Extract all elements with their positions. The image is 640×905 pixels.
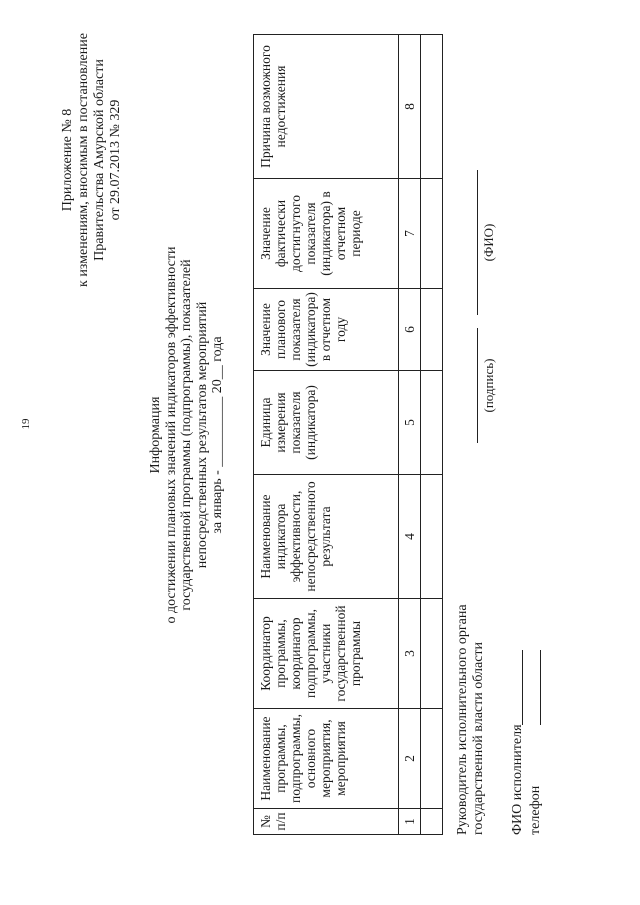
signature-caption: (подпись) [481,358,496,413]
column-number: 5 [398,371,421,475]
executor-name-line [522,650,523,725]
head-title-line: государственной власти области [471,641,486,835]
indicators-table [253,34,443,835]
executor-phone-line [540,650,541,725]
appendix-header [60,15,124,305]
header-cell-actual-value: Значение фактически достигнутого показателя (индикатора) в отчетном периоде [254,179,399,289]
header-cell-reason: Причина возможного недостижения [254,35,399,179]
signature-line [477,328,478,443]
table-cell [421,709,443,809]
table-cell [421,599,443,709]
header-cell-coordinator: Координатор программы, координатор подпрограммы, участники государственной программы [254,599,399,709]
title-line: государственной программы (подпрограммы), показателей [179,259,194,611]
column-number-row [398,35,421,835]
column-number: 1 [398,809,421,835]
appendix-line: к изменениям, вносимым в постановление [76,33,91,287]
table-cell [421,35,443,179]
table-header-row [254,35,399,835]
table-cell [421,475,443,599]
document-title [148,105,226,765]
header-cell-plan-value: Значение планового показателя (индикатора) в отчетном году [254,289,399,371]
column-number: 8 [398,35,421,179]
table-row [421,35,443,835]
table-cell [421,289,443,371]
name-caption: (ФИО) [481,223,496,262]
executor-phone-row [528,535,546,835]
column-number: 2 [398,709,421,809]
executor-phone-label: телефон [528,785,543,835]
header-cell-number: № п/п [254,809,399,835]
name-line [477,170,478,315]
table-cell [421,809,443,835]
head-title-line: Руководитель исполнительного органа [455,604,470,835]
table-cell [421,179,443,289]
appendix-line: от 29.07.2013 № 329 [108,99,123,221]
executor-name-row [510,535,528,835]
executor-name-label: ФИО исполнителя [510,724,525,835]
appendix-line: Приложение № 8 [60,108,75,212]
column-number: 4 [398,475,421,599]
appendix-line: Правительства Амурской области [92,59,107,261]
page-number: 19 [20,418,32,430]
header-cell-program: Наименование программы, подпрограммы, основного мероприятия, мероприятия [254,709,399,809]
table-cell [421,371,443,475]
column-number: 6 [398,289,421,371]
header-cell-unit: Единица измерения показателя (индикатора) [254,371,399,475]
title-heading: Информация [148,396,163,474]
title-line: непосредственных результатов мероприятий [194,301,210,569]
title-line: о достижении плановых значений индикаторов эффективности [163,246,179,624]
header-cell-indicator: Наименование индикатора эффективности, непосредственного результата [254,475,399,599]
column-number: 7 [398,179,421,289]
title-period: за январь - __________ 20__ года [210,336,225,534]
head-title [455,535,487,835]
column-number: 3 [398,599,421,709]
executor-block [510,535,546,835]
